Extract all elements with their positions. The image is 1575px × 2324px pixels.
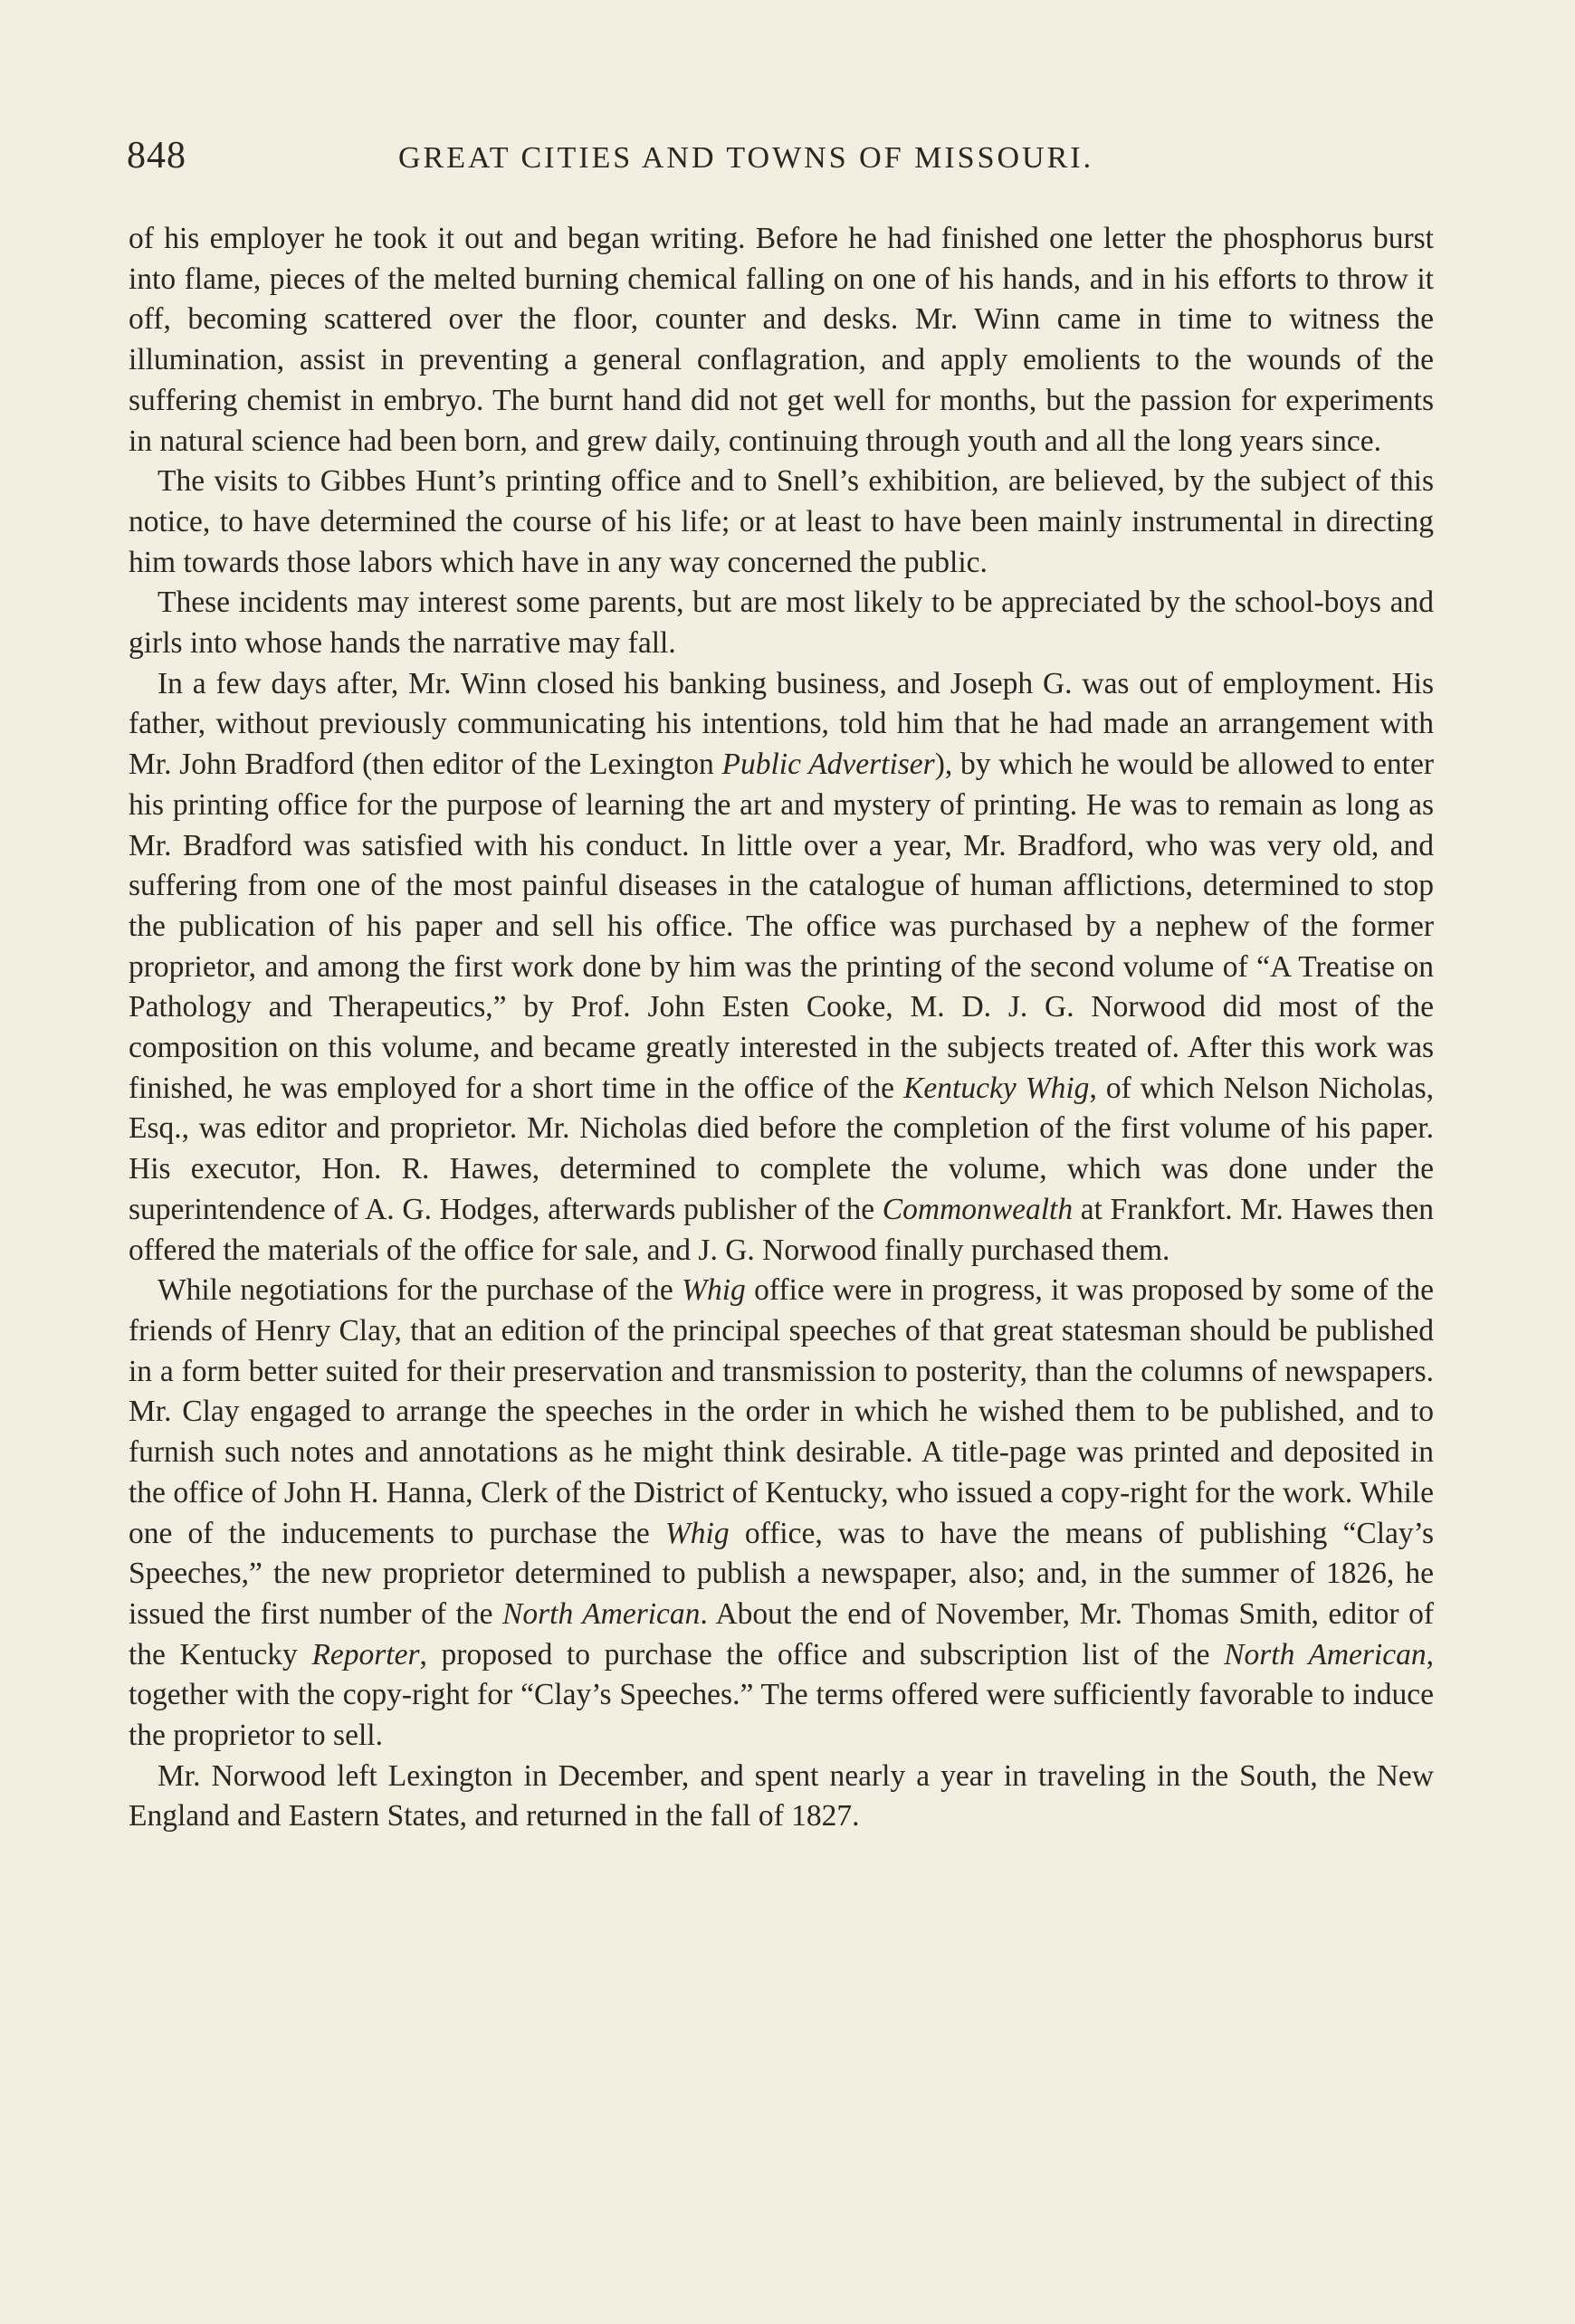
text-run: These incidents may interest some parents, but are most likely to be appreciated by the school-boys and girls into whose hands the narrative may fall.	[129, 586, 1434, 661]
running-title: GREAT CITIES AND TOWNS OF MISSOURI.	[398, 141, 1094, 175]
paragraph	[129, 664, 1434, 1272]
text-run: While negotiations for the purchase of the	[158, 1273, 682, 1308]
paragraph	[129, 583, 1434, 663]
body-text	[129, 219, 1434, 1837]
text-run: of his employer he took it out and began writing. Before he had finished one letter the phosphorus burst into flame, pieces of the melted burning chemical falling on one of his hands, and in his efforts to throw it off, becoming scattered over the floor, counter and desks. Mr. Winn came in time to witness the illumination, assist in preventing a general conflagration, and apply emolients to the wounds of the suffering chemist in embryo. The burnt hand did not get well for months, but the passion for experiments in natural science had been born, and grew daily, continuing through youth and all the long years since.	[129, 222, 1434, 458]
italic-title: North American	[502, 1596, 701, 1631]
text-run: In a few days after, Mr. Winn closed his banking business, and Joseph G. was out of employment. His father, without previously communicating his intentions, told him that he had made an arrangement with Mr. John Bradford (then editor of the Lexington	[129, 666, 1434, 782]
text-run: , of which Nelson Nicholas, Esq., was editor and proprietor. Mr. Nicholas died before the completion of the first volume of his paper. His executor, Hon. R. Hawes, determined to complete the volume, which was done under the superintendence of A. G. Hodges, afterwards publisher of the	[129, 1071, 1434, 1226]
italic-title: Reporter	[311, 1637, 420, 1672]
text-run: at Frankfort. Mr. Hawes then offered the materials of the office for sale, and J. G. Norwood finally purchased them.	[129, 1192, 1434, 1267]
italic-title: Kentucky Whig	[903, 1071, 1090, 1105]
italic-title: North American	[1224, 1637, 1427, 1672]
italic-title: Whig	[664, 1516, 730, 1550]
italic-title: Whig	[682, 1273, 746, 1308]
italic-title: Public Advertiser	[721, 748, 935, 782]
text-run: , proposed to purchase the office and subscription list of the	[419, 1637, 1225, 1672]
text-run: , together with the copy-right for “Clay’s Speeches.” The terms offered were sufficiently favorable to induce the proprietor to sell.	[129, 1637, 1434, 1753]
page-number: 848	[127, 135, 186, 176]
text-run: Mr. Norwood left Lexington in December, and spent nearly a year in traveling in the South, the New England and Eastern States, and returned in the fall of 1827.	[129, 1758, 1434, 1833]
text-run: office, was to have the means of publishing “Clay’s Speeches,” the new proprietor determined to publish a newspaper, also; and, in the summer of 1826, he issued the first number of the	[129, 1516, 1434, 1631]
italic-title: Commonwealth	[882, 1192, 1074, 1226]
page-header	[127, 134, 1439, 188]
paragraph	[129, 1271, 1434, 1756]
text-run: ), by which he would be allowed to enter his printing office for the purpose of learning the art and mystery of printing. He was to remain as long as Mr. Bradford was satisfied with his conduct. In little over a year, Mr. Bradford, who was very old, and suffering from one of the most painful diseases in the catalogue of human afflictions, determined to stop the publication of his paper and sell his office. The office was purchased by a nephew of the former proprietor, and among the first work done by him was the printing of the second volume of “A Treatise on Pathology and Therapeutics,” by Prof. John Esten Cooke, M. D. J. G. Norwood did most of the composition on this volume, and became greatly interested in the subjects treated of. After this work was finished, he was employed for a short time in the office of the	[129, 748, 1434, 1105]
text-run: The visits to Gibbes Hunt’s printing office and to Snell’s exhibition, are believed, by the subject of this notice, to have determined the course of his life; or at least to have been mainly instrumental in directing him towards those labors which have in any way concerned the public.	[129, 464, 1434, 579]
text-run: office were in progress, it was proposed by some of the friends of Henry Clay, that an edition of the principal speeches of that great statesman should be published in a form better suited for their preservation and transmission to posterity, than the columns of newspapers. Mr. Clay engaged to arrange the speeches in the order in which he wished them to be published, and to furnish such notes and annotations as he might think desirable. A title-page was printed and deposited in the office of John H. Hanna, Clerk of the District of Kentucky, who issued a copy-right for the work. While one of the inducements to purchase the	[129, 1273, 1434, 1550]
paragraph	[129, 1757, 1434, 1837]
text-run: . About the end of November, Mr. Thomas Smith, editor of the Kentucky	[129, 1596, 1434, 1672]
paragraph	[129, 219, 1434, 462]
paragraph	[129, 462, 1434, 583]
